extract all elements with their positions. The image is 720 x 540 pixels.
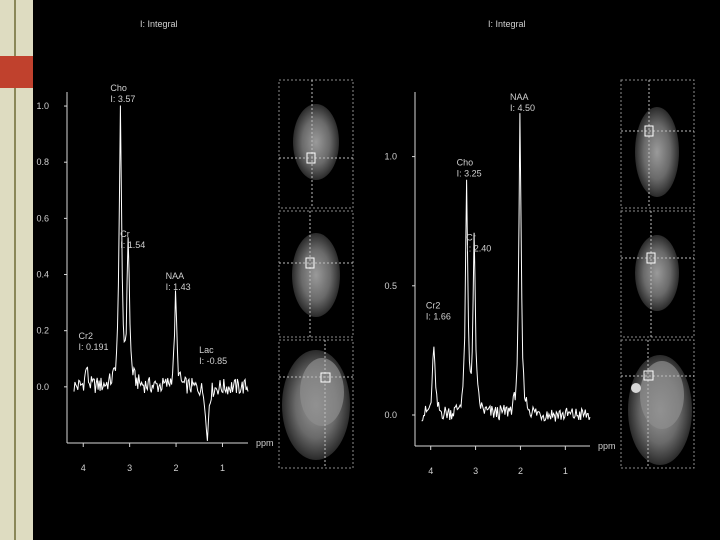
y-tick-label: 0.2 <box>36 325 49 336</box>
spectrum-line <box>74 106 248 441</box>
y-tick-label: 0.0 <box>384 409 397 420</box>
legend-title: I: Integral <box>488 19 526 29</box>
peak-integral-label: I: -0.85 <box>199 355 228 366</box>
mri-eye <box>631 383 641 393</box>
peak-name-label: Cho <box>456 157 474 168</box>
y-tick-label: 0.8 <box>36 157 49 168</box>
spectrum-chart-2 <box>384 19 615 476</box>
x-axis-label: ppm <box>256 438 274 448</box>
x-tick-label: 4 <box>428 466 434 476</box>
mri-brain-sagittal <box>300 358 344 426</box>
mri-brain-axial <box>292 233 340 317</box>
peak-integral-label: I: 4.50 <box>510 102 536 113</box>
mri-brain-coronal <box>293 104 339 180</box>
peak-name-label: NAA <box>165 270 185 281</box>
peak-integral-label: I: 3.57 <box>110 93 136 104</box>
y-tick-label: 1.0 <box>36 101 49 112</box>
peak-integral-label: I: 1.43 <box>165 281 191 292</box>
peak-name-label: NAA <box>510 91 529 102</box>
peak-name-label: Lac <box>199 344 214 355</box>
y-tick-label: 1.0 <box>384 151 397 162</box>
spectrum-line <box>422 113 590 422</box>
y-tick-label: 0.6 <box>36 213 49 224</box>
mri-brain-axial <box>635 235 679 311</box>
x-tick-label: 3 <box>127 463 133 473</box>
x-tick-label: 3 <box>473 466 479 476</box>
x-tick-label: 1 <box>219 463 225 473</box>
legend-title: I: Integral <box>140 19 178 29</box>
peak-integral-label: I: 1.54 <box>120 239 146 250</box>
peak-name-label: Cr2 <box>78 331 94 342</box>
y-tick-label: 0.5 <box>384 280 397 291</box>
peak-name-label: Cho <box>110 82 127 93</box>
peak-name-label: Cr <box>466 232 476 243</box>
peak-integral-label: I: 2.40 <box>466 243 492 254</box>
y-tick-label: 0.0 <box>36 381 49 392</box>
peak-integral-label: I: 3.25 <box>456 168 482 179</box>
x-tick-label: 1 <box>562 466 568 476</box>
peak-name-label: Cr <box>120 228 130 239</box>
x-tick-label: 2 <box>173 463 179 473</box>
x-tick-label: 4 <box>80 463 86 473</box>
x-tick-label: 2 <box>517 466 523 476</box>
peak-integral-label: I: 0.191 <box>78 342 109 353</box>
mri-localizer-column-2 <box>621 80 694 468</box>
mri-localizer-column-1 <box>279 80 353 468</box>
y-tick-label: 0.4 <box>36 269 49 280</box>
x-axis-label: ppm <box>598 441 616 451</box>
peak-integral-label: I: 1.66 <box>425 311 451 322</box>
spectrum-chart-1 <box>36 19 273 473</box>
mri-brain-coronal <box>635 107 679 197</box>
peak-name-label: Cr2 <box>425 300 441 311</box>
